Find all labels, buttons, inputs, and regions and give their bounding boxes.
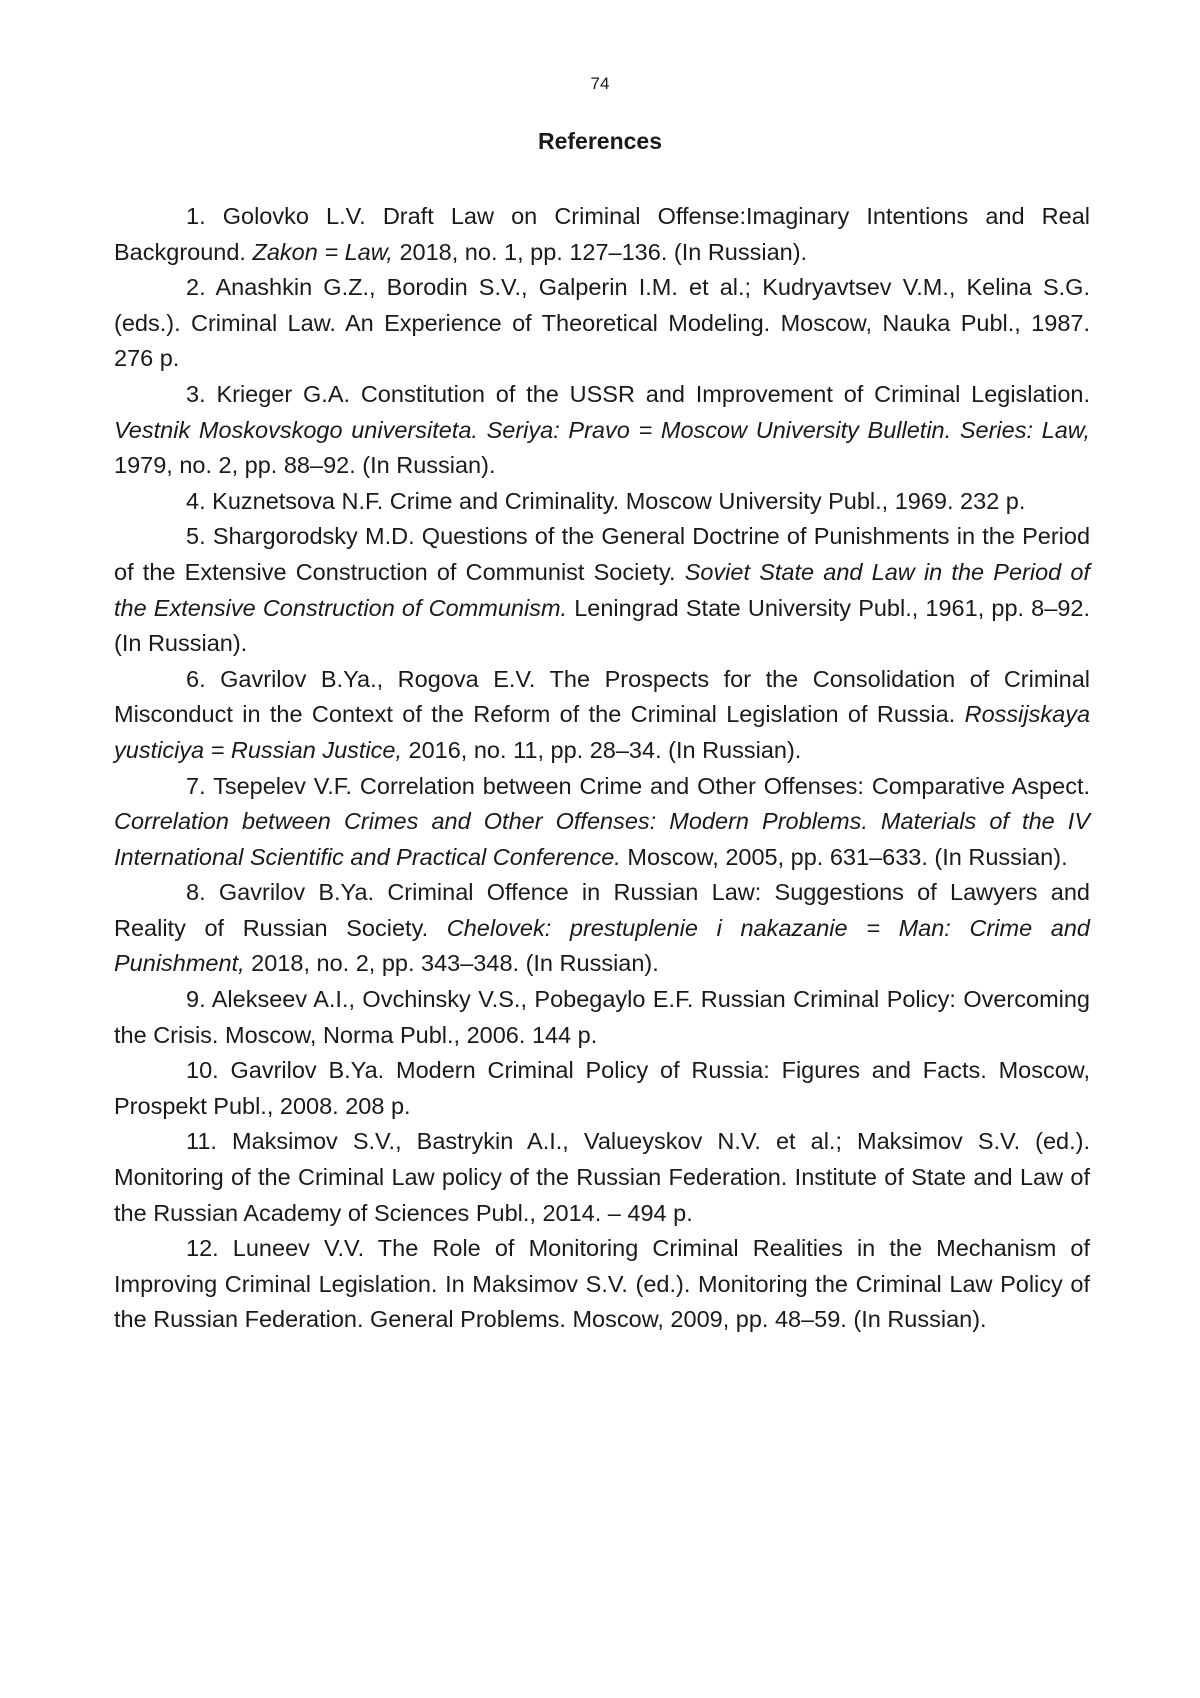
reference-number: 6.	[186, 665, 206, 692]
reference-text: Gavrilov B.Ya., Rogova E.V. The Prospects for the Consolidation of Criminal Misconduct in the Context of the Reform of the Criminal Legislation of Russia.	[114, 665, 1091, 728]
reference-details: 2016, no. 11, pp. 28–34. (In Russian).	[408, 736, 802, 763]
reference-item	[114, 377, 1090, 484]
references-heading: References	[537, 128, 663, 154]
reference-source: Soviet State and Law in the Period of the Extensive Construction of Communism.	[114, 558, 1090, 621]
reference-source: Rossijskaya yusticiya = Russian Justice,	[114, 701, 1091, 763]
reference-source: Correlation between Crimes and Other Offenses: Modern Problems. Materials of the IV International Scientific and Practical Conference.	[114, 808, 1090, 870]
reference-text: Kuznetsova N.F. Crime and Criminality. Moscow University Publ., 1969. 232 p.	[212, 487, 1026, 514]
reference-item	[114, 519, 1090, 661]
reference-number: 5.	[186, 523, 206, 550]
reference-number: 3.	[186, 380, 206, 407]
reference-text: Alekseev A.I., Ovchinsky V.S., Pobegaylo E.F. Russian Criminal Policy: Overcoming the Crisis. Moscow, Norma Publ., 2006. 144 p.	[114, 986, 1090, 1048]
page-number: 74	[590, 74, 610, 93]
reference-number: 11.	[186, 1128, 217, 1155]
references-list	[114, 199, 1090, 1338]
reference-text: Maksimov S.V., Bastrykin A.I., Valueyskov N.V. et al.; Maksimov S.V. (ed.). Monitoring of the Criminal Law policy of the Russian Federation. Institute of State and Law of the Russian Academy of Sciences Publ., 2014. – 494 p.	[114, 1128, 1091, 1226]
reference-details: 1979, no. 2, pp. 88–92. (In Russian).	[114, 452, 496, 479]
reference-text: Gavrilov B.Ya. Criminal Offence in Russian Law: Suggestions of Lawyers and Reality of Russian Society.	[114, 879, 1091, 941]
reference-item	[114, 1231, 1090, 1338]
reference-text: Tsepelev V.F. Correlation between Crime and Other Offenses: Comparative Aspect.	[213, 772, 1090, 799]
reference-details: Moscow, 2005, pp. 631–633. (In Russian).	[627, 843, 1068, 870]
reference-source: Zakon = Law,	[252, 238, 393, 265]
reference-item	[114, 270, 1090, 377]
reference-source: Vestnik Moskovskogo universiteta. Seriya: Pravo = Moscow University Bulletin. Series: Law,	[114, 416, 1090, 443]
reference-item	[114, 1053, 1090, 1124]
reference-text: Golovko L.V. Draft Law on Criminal Offense:Imaginary Intentions and Real Background.	[114, 203, 1090, 265]
reference-number: 1.	[186, 203, 206, 229]
reference-number: 9.	[186, 986, 206, 1013]
reference-item	[114, 662, 1090, 769]
reference-source: Chelovek: prestuplenie i nakazanie = Man: Crime and Punishment,	[114, 914, 1090, 977]
reference-number: 4.	[186, 487, 206, 514]
reference-text: Gavrilov B.Ya. Modern Criminal Policy of Russia: Figures and Facts. Moscow, Prospekt Publ., 2008. 208 p.	[114, 1057, 1090, 1119]
reference-text: Luneev V.V. The Role of Monitoring Criminal Realities in the Mechanism of Improving Criminal Legislation. In Maksimov S.V. (ed.). Monitoring the Criminal Law Policy of the Russian Federation. General Problems. Moscow, 2009, pp. 48–59. (In Russian).	[114, 1235, 1091, 1333]
reference-item	[114, 769, 1090, 876]
reference-number: 2.	[186, 274, 206, 301]
reference-details: 2018, no. 2, pp. 343–348. (In Russian).	[251, 950, 659, 977]
reference-number: 10.	[186, 1057, 219, 1084]
reference-text: Shargorodsky M.D. Questions of the General Doctrine of Punishments in the Period of the Extensive Construction of Communist Society.	[114, 523, 1091, 585]
reference-item	[114, 199, 1090, 270]
reference-number: 8.	[186, 879, 206, 906]
reference-item	[114, 1124, 1090, 1231]
reference-item	[114, 982, 1090, 1053]
reference-text: Anashkin G.Z., Borodin S.V., Galperin I.M. et al.; Kudryavtsev V.M., Kelina S.G. (eds.). Criminal Law. An Experience of Theoretical Modeling. Moscow, Nauka Publ., 1987. 276 p.	[114, 274, 1090, 372]
reference-item	[114, 875, 1090, 982]
reference-text: Krieger G.A. Constitution of the USSR and Improvement of Criminal Legislation.	[216, 380, 1091, 407]
reference-number: 7.	[186, 772, 206, 799]
reference-number: 12.	[186, 1235, 219, 1262]
reference-details: 2018, no. 1, pp. 127–136. (In Russian).	[399, 238, 808, 265]
reference-details: Leningrad State University Publ., 1961, pp. 8–92. (In Russian).	[114, 594, 1090, 657]
reference-item	[114, 484, 1090, 520]
